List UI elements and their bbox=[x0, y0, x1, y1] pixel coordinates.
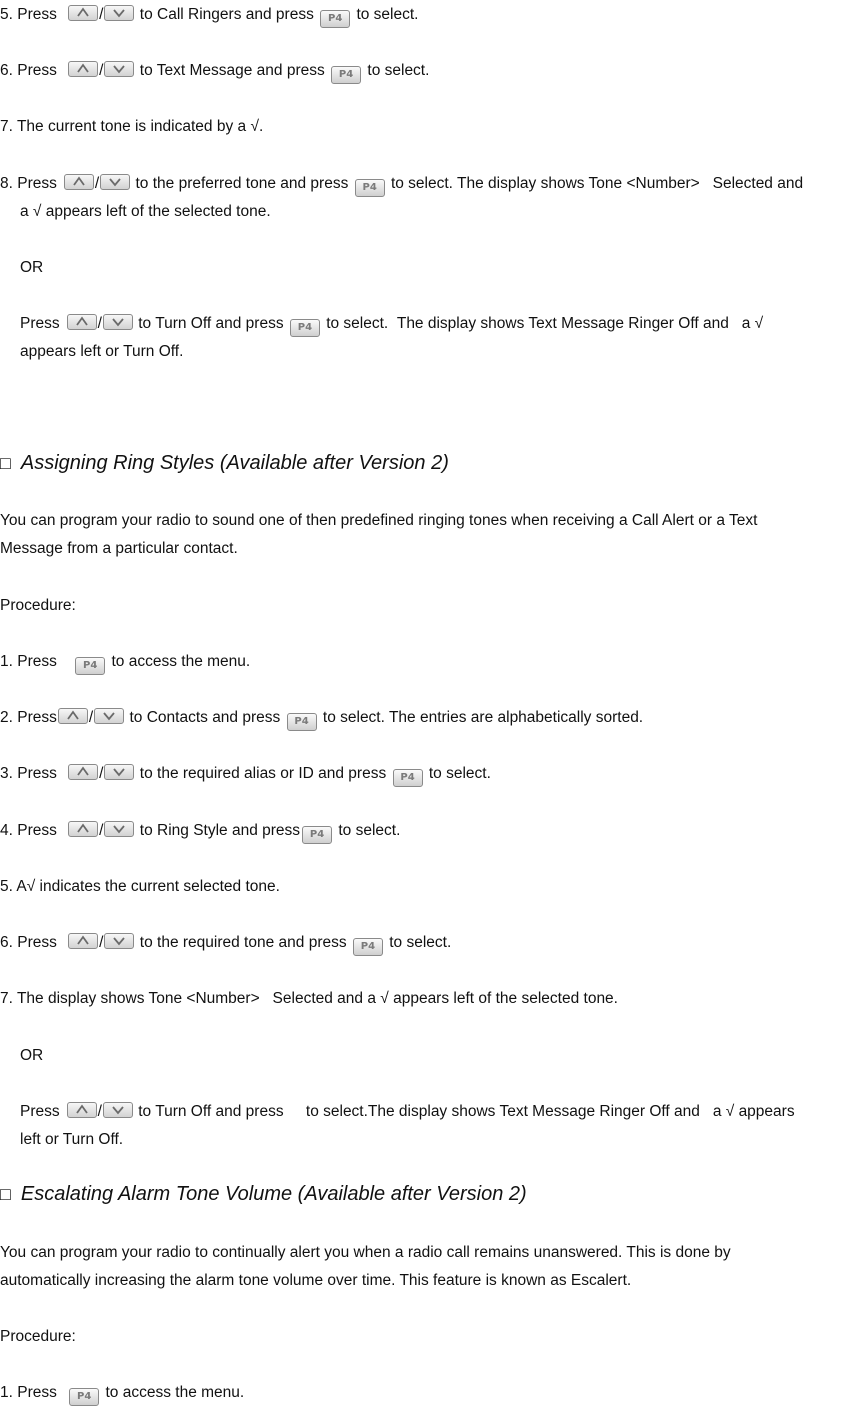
p4-key-icon: P4 bbox=[287, 713, 317, 731]
down-arrow-key-icon bbox=[104, 61, 134, 77]
step-required-alias: 3. Press / to the required alias or ID and press P4 to select. bbox=[0, 763, 865, 787]
checkbox-bullet-icon: □ bbox=[0, 453, 11, 473]
intro-escalating: You can program your radio to continually alert you when a radio call remains unanswered. This is done by bbox=[0, 1244, 731, 1261]
intro-escalating-cont: automatically increasing the alarm tone volume over time. This feature is known as Escalert. bbox=[0, 1272, 632, 1289]
step-current-selected: 5. A√ indicates the current selected tone. bbox=[0, 878, 280, 895]
step-access-menu: 1. Press P4 to access the menu. bbox=[0, 651, 865, 675]
step-access-menu-2: 1. Press P4 to access the menu. bbox=[0, 1382, 865, 1406]
up-arrow-key-icon bbox=[67, 314, 97, 330]
p4-key-icon: P4 bbox=[331, 66, 361, 84]
p4-key-icon: P4 bbox=[393, 769, 423, 787]
intro-ring-styles-cont: Message from a particular contact. bbox=[0, 540, 238, 557]
p4-key-icon: P4 bbox=[302, 826, 332, 844]
p4-key-icon: P4 bbox=[353, 938, 383, 956]
intro-ring-styles: You can program your radio to sound one of then predefined ringing tones when receiving a Call Alert or a Text bbox=[0, 512, 758, 529]
step-current-tone: 7. The current tone is indicated by a √. bbox=[0, 118, 264, 135]
down-arrow-key-icon bbox=[103, 314, 133, 330]
alt-turn-off-2: Press / to Turn Off and press to select.The display shows Text Message Ringer Off and a √ appears bbox=[20, 1103, 795, 1120]
p4-key-icon: P4 bbox=[69, 1388, 99, 1406]
step-call-ringers: 5. Press / to Call Ringers and press P4 to select. bbox=[0, 4, 865, 28]
alt-turn-off-cont: appears left or Turn Off. bbox=[20, 343, 184, 360]
down-arrow-key-icon bbox=[104, 764, 134, 780]
step-required-tone: 6. Press / to the required tone and press P4 to select. bbox=[0, 932, 865, 956]
up-arrow-key-icon bbox=[64, 174, 94, 190]
down-arrow-key-icon bbox=[104, 821, 134, 837]
p4-key-icon: P4 bbox=[75, 657, 105, 675]
p4-key-icon: P4 bbox=[355, 179, 385, 197]
up-arrow-key-icon bbox=[68, 5, 98, 21]
step-preferred-tone-cont: a √ appears left of the selected tone. bbox=[20, 203, 271, 220]
procedure-label: Procedure: bbox=[0, 597, 76, 614]
alt-turn-off: Press / to Turn Off and press P4 to select. The display shows Text Message Ringer Off and a √ bbox=[20, 313, 865, 337]
or-label: OR bbox=[20, 259, 44, 276]
up-arrow-key-icon bbox=[67, 1102, 97, 1118]
down-arrow-key-icon bbox=[103, 1102, 133, 1118]
down-arrow-key-icon bbox=[104, 933, 134, 949]
down-arrow-key-icon bbox=[94, 708, 124, 724]
procedure-label-2: Procedure: bbox=[0, 1328, 76, 1345]
step-contacts: 2. Press / to Contacts and press P4 to select. The entries are alphabetically sorted. bbox=[0, 707, 865, 731]
or-label-2: OR bbox=[20, 1047, 44, 1064]
checkbox-bullet-icon: □ bbox=[0, 1184, 11, 1204]
up-arrow-key-icon bbox=[68, 821, 98, 837]
down-arrow-key-icon bbox=[104, 5, 134, 21]
p4-key-icon: P4 bbox=[290, 319, 320, 337]
up-arrow-key-icon bbox=[68, 933, 98, 949]
section-heading-ring-styles: □ Assigning Ring Styles (Available after Version 2) bbox=[0, 452, 449, 474]
section-heading-escalating: □ Escalating Alarm Tone Volume (Available after Version 2) bbox=[0, 1183, 527, 1205]
down-arrow-key-icon bbox=[100, 174, 130, 190]
step-preferred-tone: 8. Press / to the preferred tone and press P4 to select. The display shows Tone <Number> Selected and bbox=[0, 173, 865, 197]
p4-key-icon: P4 bbox=[320, 10, 350, 28]
step-ring-style: 4. Press / to Ring Style and press P4 to select. bbox=[0, 820, 865, 844]
alt-turn-off-2-cont: left or Turn Off. bbox=[20, 1131, 124, 1148]
up-arrow-key-icon bbox=[68, 61, 98, 77]
step-display-shows: 7. The display shows Tone <Number> Selected and a √ appears left of the selected tone. bbox=[0, 990, 618, 1007]
up-arrow-key-icon bbox=[58, 708, 88, 724]
step-text-message: 6. Press / to Text Message and press P4 to select. bbox=[0, 60, 865, 84]
up-arrow-key-icon bbox=[68, 764, 98, 780]
